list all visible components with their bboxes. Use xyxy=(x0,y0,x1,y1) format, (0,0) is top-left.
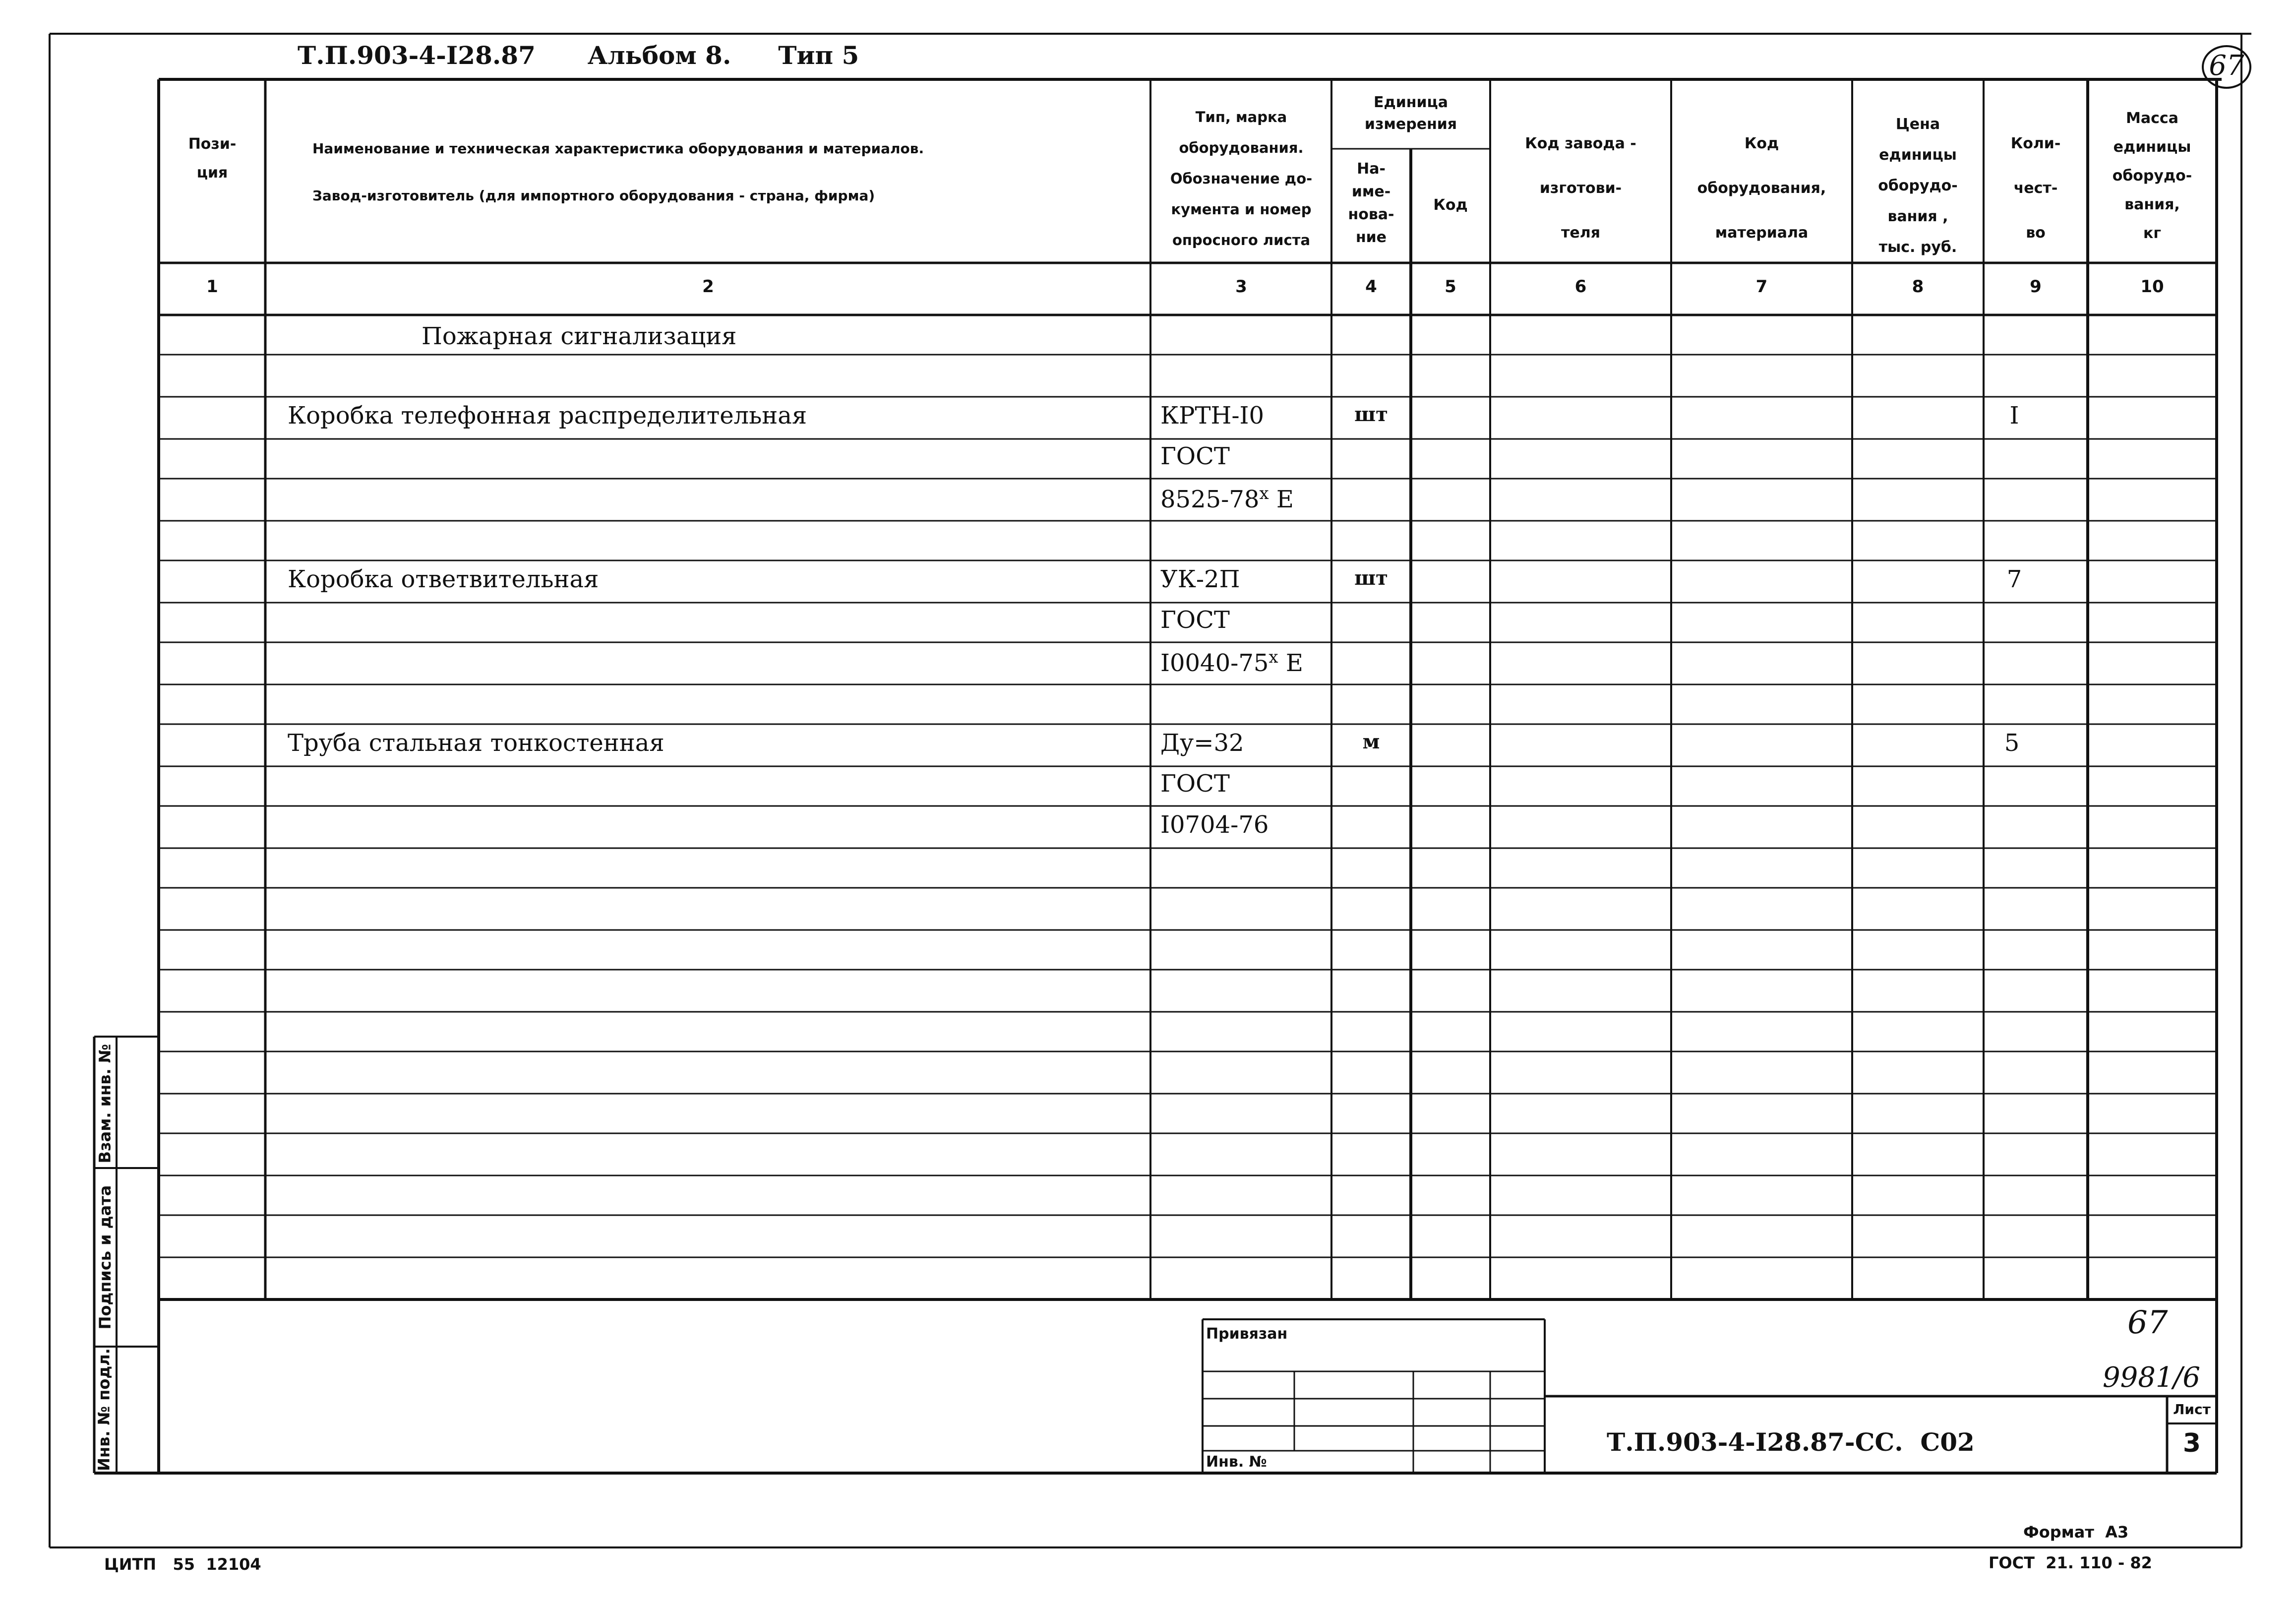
sheet-number: 3 xyxy=(2182,1428,2201,1458)
item-mark: ГОСТ xyxy=(1160,770,1230,798)
column-number: 10 xyxy=(2140,277,2164,297)
item-unit: м xyxy=(1362,730,1380,753)
item-name: Коробка телефонная распределительная xyxy=(288,402,807,430)
side-label-signature-date: Подпись и дата xyxy=(96,1185,115,1330)
item-name: Коробка ответвительная xyxy=(288,565,599,593)
header-mass: Масса единицы оборудо- вания, кг xyxy=(2112,110,2192,242)
item-mark: I0704-76 xyxy=(1160,811,1269,839)
item-mark: ГОСТ xyxy=(1160,606,1230,634)
item-quantity: 5 xyxy=(2004,729,2020,757)
item-name: Труба стальная тонкостенная xyxy=(288,729,665,757)
header-type-mark: Тип, марка оборудования. Обозначение до- кумента и номер опросного листа xyxy=(1170,109,1313,248)
item-mark: УК-2П xyxy=(1160,565,1240,593)
side-label-original-inv: Инв. № подл. xyxy=(94,1348,114,1471)
side-label-replaced-inv: Взам. инв. № xyxy=(95,1044,115,1164)
item-mark: КРТН-I0 xyxy=(1160,402,1265,430)
item-quantity: 7 xyxy=(2006,565,2022,593)
album-label: Альбом 8. xyxy=(587,41,731,70)
column-number: 9 xyxy=(2030,277,2042,297)
type-label: Тип 5 xyxy=(778,41,859,70)
section-heading: Пожарная сигнализация xyxy=(422,322,737,350)
handwritten-mark-1: 67 xyxy=(2127,1304,2168,1341)
header-quantity: Коли- чест- во xyxy=(2010,135,2061,242)
item-mark: 8525-78$^x$ Е xyxy=(1160,484,1294,513)
footer-format: Формат А3 xyxy=(2023,1523,2129,1542)
column-number: 2 xyxy=(702,277,714,297)
column-number: 1 xyxy=(206,277,218,297)
item-mark: I0040-75$^x$ Е xyxy=(1160,647,1303,677)
column-number: 8 xyxy=(1912,277,1924,297)
item-unit: шт xyxy=(1354,403,1388,426)
page-mark: 67 xyxy=(2209,50,2244,82)
header-unit-group: Единица измерения xyxy=(1364,94,1457,133)
column-number: 5 xyxy=(1445,277,1456,297)
header-factory-code: Код завода - изготови- теля xyxy=(1525,135,1636,242)
column-number: 6 xyxy=(1574,277,1587,297)
handwritten-mark-2: 9981/6 xyxy=(2103,1361,2201,1394)
stamp-bound-label: Привязан xyxy=(1206,1325,1288,1343)
column-number: 7 xyxy=(1755,277,1768,297)
project-code: Т.П.903-4-I28.87 xyxy=(298,41,536,70)
header-unit-name: На- име- нова- ние xyxy=(1348,160,1394,246)
column-number: 4 xyxy=(1365,277,1377,297)
header-name: Наименование и техническая характеристика оборудования и материалов. Завод-изготовитель (для импортного оборудования - страна, фирма) xyxy=(312,140,924,204)
header-position: Пози- ция xyxy=(188,135,237,182)
header-price: Цена единицы оборудо- вания , тыс. руб. xyxy=(1878,116,1958,256)
document-designation: Т.П.903-4-I28.87-СС. С02 xyxy=(1607,1427,1975,1457)
header-unit-code: Код xyxy=(1433,196,1468,214)
item-unit: шт xyxy=(1354,566,1388,590)
item-quantity: I xyxy=(2009,402,2019,430)
footer-gost: ГОСТ 21. 110 - 82 xyxy=(1989,1553,2152,1572)
item-mark: Ду=32 xyxy=(1160,729,1244,757)
sheet-label: Лист xyxy=(2173,1401,2211,1418)
item-mark: ГОСТ xyxy=(1160,442,1230,470)
header-equipment-code: Код оборудования, материала xyxy=(1697,135,1826,242)
footer-code: ЦИТП 55 12104 xyxy=(104,1555,261,1574)
stamp-inv-label: Инв. № xyxy=(1206,1453,1267,1471)
title-block xyxy=(298,41,859,70)
column-number: 3 xyxy=(1235,277,1247,297)
